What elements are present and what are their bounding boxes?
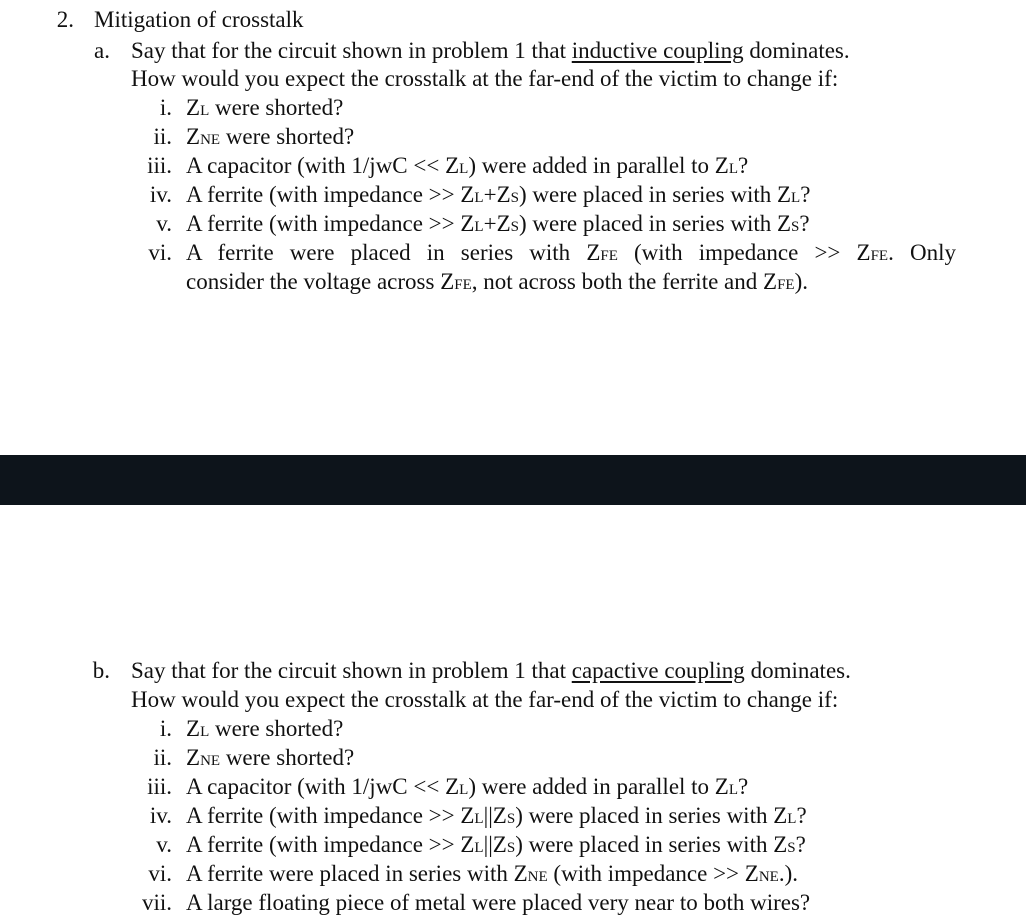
list-item-text [186, 744, 354, 775]
part-a-intro-post: dominates. [743, 38, 850, 63]
subscript: NE [527, 869, 548, 885]
text-run: were shorted? [220, 745, 355, 770]
list-item-text [186, 123, 354, 154]
subscript: FE [870, 248, 889, 264]
list-item-text [186, 210, 810, 241]
subscript: L [787, 811, 797, 827]
subscript: S [510, 190, 519, 206]
part-b-intro-pre: Say that for the circuit shown in problem 1 that [131, 658, 572, 683]
part-b-intro-line-1 [131, 657, 851, 685]
subscript: L [728, 161, 739, 177]
text-run: +Z [483, 182, 511, 207]
text-run: Z [186, 95, 201, 120]
text-run: ||Z [483, 832, 507, 857]
text-run: ? [796, 803, 807, 828]
list-item-number: iii. [147, 774, 172, 799]
list-item-number: ii. [153, 124, 172, 149]
subscript: S [506, 840, 516, 856]
list-item-text [186, 94, 343, 125]
text-run: (with impedance >> Z [617, 240, 871, 265]
list-item-number: iii. [147, 153, 172, 178]
subscript: L [791, 190, 801, 206]
part-b-label: b. [92, 658, 110, 683]
part-a-label: a. [94, 38, 110, 63]
subscript: L [474, 219, 484, 235]
subscript: S [791, 219, 800, 235]
text-run: .). [778, 861, 798, 886]
text-run: A ferrite (with impedance >> Z [186, 211, 475, 236]
text-run: (with impedance >> Z [547, 861, 759, 886]
text-run: . Only [888, 240, 956, 265]
text-run: Z [186, 745, 201, 770]
text-run: ) were added in parallel to Z [468, 774, 729, 799]
list-item-text [186, 860, 798, 891]
text-run: ) were placed in series with Z [518, 211, 792, 236]
list-item-text [186, 239, 956, 270]
text-run: were shorted? [209, 95, 344, 120]
subscript: S [510, 219, 519, 235]
text-run: ). [794, 269, 808, 294]
part-b-intro-post: dominates. [744, 658, 851, 683]
text-run: A ferrite (with impedance >> Z [186, 182, 475, 207]
subscript: S [506, 811, 516, 827]
list-item-number: ii. [153, 745, 172, 770]
subscript: L [200, 103, 210, 119]
list-item-number: iv. [149, 803, 172, 828]
list-item-continuation [186, 268, 808, 299]
divider-band [0, 455, 1026, 505]
part-a-intro-pre: Say that for the circuit shown in problem 1 that [131, 38, 572, 63]
subscript: L [459, 161, 469, 177]
text-run: ? [738, 153, 749, 178]
text-run: A large floating piece of metal were placed very near to both wires? [186, 890, 811, 915]
list-item-text [186, 152, 748, 183]
text-run: , not across both the ferrite and Z [471, 269, 778, 294]
list-item-text [186, 889, 810, 917]
list-item-number: vi. [148, 240, 172, 265]
text-run: Z [186, 124, 201, 149]
subscript: NE [758, 869, 779, 885]
text-run: consider the voltage across Z [186, 269, 455, 294]
list-item-text [186, 802, 807, 833]
text-run: A ferrite were placed in series with Z [186, 240, 601, 265]
list-item-number: iv. [149, 182, 172, 207]
text-run: ? [799, 211, 810, 236]
part-b-intro-emph: capactive coupling [571, 658, 745, 683]
subscript: L [728, 782, 739, 798]
text-run: ? [795, 832, 806, 857]
text-run: A ferrite (with impedance >> Z [186, 803, 475, 828]
text-run: ||Z [483, 803, 507, 828]
subscript: L [459, 782, 469, 798]
text-run: ? [738, 774, 749, 799]
list-item-text [186, 831, 806, 862]
subscript: L [474, 811, 484, 827]
subscript: FE [777, 277, 795, 293]
subscript: NE [200, 753, 221, 769]
text-run: A capacitor (with 1/jwC << Z [186, 153, 460, 178]
list-item-number: v. [156, 832, 172, 857]
subscript: L [474, 190, 484, 206]
section-title: Mitigation of crosstalk [94, 7, 304, 32]
part-a-intro-line-2: How would you expect the crosstalk at the far-end of the victim to change if: [131, 66, 839, 91]
text-run: A ferrite were placed in series with Z [186, 861, 528, 886]
text-run: ) were placed in series with Z [518, 182, 792, 207]
subscript: L [200, 724, 210, 740]
subscript: L [474, 840, 484, 856]
part-b-intro-line-2: How would you expect the crosstalk at the far-end of the victim to change if: [131, 687, 839, 712]
part-a-intro-line-1 [131, 37, 850, 65]
list-item-number: vii. [141, 890, 172, 915]
list-item-text [186, 773, 748, 804]
list-item-number: vi. [148, 861, 172, 886]
list-item-number: i. [159, 95, 172, 120]
text-run: were shorted? [209, 716, 344, 741]
subscript: FE [454, 277, 472, 293]
section-number: 2. [56, 7, 74, 32]
text-run: Z [186, 716, 201, 741]
part-a-intro-emph: inductive coupling [571, 38, 744, 63]
subscript: NE [200, 132, 221, 148]
text-run: ) were placed in series with Z [515, 832, 788, 857]
text-run: A ferrite (with impedance >> Z [186, 832, 475, 857]
text-run: +Z [483, 211, 511, 236]
text-run: ) were added in parallel to Z [468, 153, 729, 178]
text-run: ? [800, 182, 811, 207]
subscript: S [787, 840, 796, 856]
list-item-text [186, 715, 343, 746]
text-run: ) were placed in series with Z [515, 803, 788, 828]
subscript: FE [600, 248, 618, 264]
list-item-text [186, 181, 810, 212]
list-item-number: i. [159, 716, 172, 741]
text-run: were shorted? [220, 124, 355, 149]
text-run: A capacitor (with 1/jwC << Z [186, 774, 460, 799]
list-item-number: v. [156, 211, 172, 236]
